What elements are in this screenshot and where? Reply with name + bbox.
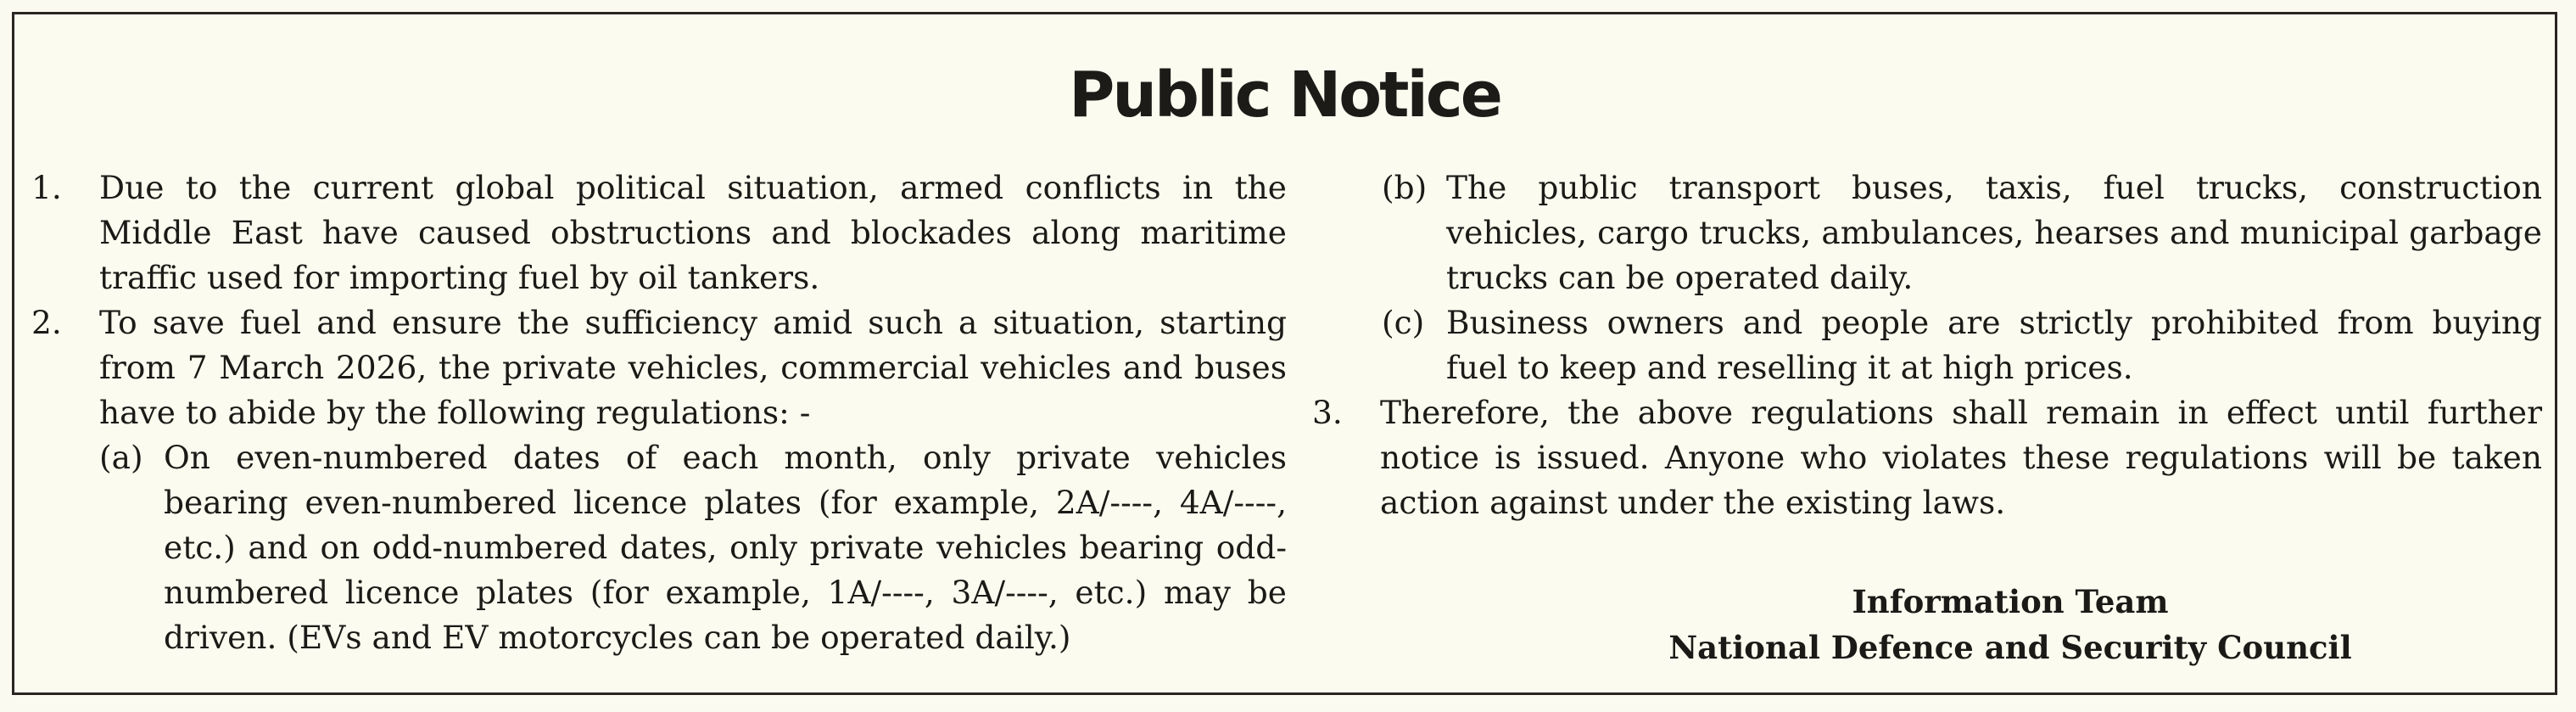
subitem-label: (b) <box>1382 169 1428 206</box>
notice-item-1 <box>31 165 1287 300</box>
subitem-text: Business owners and people are strictly prohibited from buying fuel to keep and reselling it at high prices. <box>1446 304 2542 386</box>
subitem-text: The public transport buses, taxis, fuel trucks, construction vehicles, cargo trucks, ambulances, hearses and municipal garbage trucks can be operated daily. <box>1446 169 2542 296</box>
notice-subitem-b <box>1382 165 2542 300</box>
right-column <box>1312 165 2542 525</box>
notice-item-3 <box>1312 390 2542 525</box>
item-text: Due to the current global political situation, armed conflicts in the Middle East have caused obstructions and blockades along maritime traffic used for importing fuel by oil tankers. <box>99 169 1287 296</box>
signature-team: Information Team <box>1852 583 2169 620</box>
notice-subitem-a <box>99 435 1287 660</box>
signature-council: National Defence and Security Council <box>1668 629 2352 666</box>
item-text: Therefore, the above regulations shall remain in effect until further notice is issued. Anyone who violates these regulations will be taken action against under the existing laws. <box>1380 394 2542 521</box>
page-title: Public Notice <box>1069 59 1500 132</box>
item-number: 2. <box>31 304 62 341</box>
item-number: 3. <box>1312 394 1343 431</box>
item-text: To save fuel and ensure the sufficiency amid such a situation, starting from 7 March 2026, the private vehicles, commercial vehicles and buses have to abide by the following regulations: - <box>99 304 1287 431</box>
left-column <box>31 165 1287 660</box>
subitem-text: On even-numbered dates of each month, only private vehicles bearing even-numbered licence plates (for example, 2A/----, 4A/----, etc.) and on odd-numbered dates, only private vehicles bearing odd-numbered licence plates (for example, 1A/----, 3A/----, etc.) may be driven. (EVs and EV motorcycles can be operated daily.) <box>164 439 1287 656</box>
notice-subitem-c <box>1382 300 2542 390</box>
subitem-label: (a) <box>99 439 143 476</box>
item-number: 1. <box>31 169 62 206</box>
notice-item-2 <box>31 300 1287 435</box>
subitem-label: (c) <box>1382 304 1425 341</box>
